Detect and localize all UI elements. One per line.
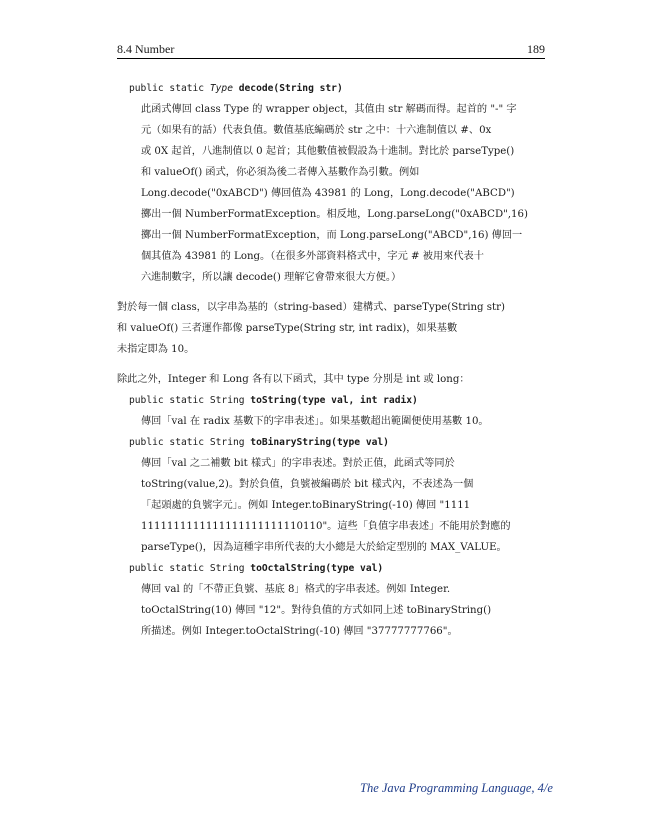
- text-line: 個其值為 43981 的 Long。（在很多外部資料格式中，字元 # 被用來代表十: [141, 251, 484, 262]
- text-line: toString(value,2)。對於負值，負號被編碼於 bit 樣式內，不表述為一個: [141, 479, 474, 490]
- text-line: 1111111111111111111111110110"。這些「負值字串表述」不能用於對應的: [141, 521, 511, 532]
- method-signature-decode: public static Type decode(String str): [129, 83, 343, 94]
- text-line: 傳回 val 的「不帶正負號、基底 8」格式的字串表述。例如 Integer.: [141, 584, 451, 595]
- text-line: 擲出一個 NumberFormatException。相反地，Long.parseLong("0xABCD",16): [141, 209, 528, 220]
- text-line: 所描述。例如 Integer.toOctalString(-10) 傳回 "37777777766"。: [141, 626, 458, 637]
- text-line: 未指定即為 10。: [117, 344, 195, 355]
- method-signature-tobinarystring: public static String toBinaryString(type val): [129, 437, 389, 448]
- method-signature-tostring: public static String toString(type val, int radix): [129, 395, 418, 406]
- paragraph-radix: [117, 297, 547, 360]
- method-description-tostring: [141, 411, 547, 432]
- text-line: 擲出一個 NumberFormatException，而 Long.parseLong("ABCD",16) 傳回一: [141, 230, 523, 241]
- method-signature-tooctalstring: public static String toOctalString(type val): [129, 563, 384, 574]
- page-body: [117, 78, 547, 642]
- text-line: 傳回「val 之二補數 bit 樣式」的字串表述。對於正值，此函式等同於: [141, 458, 455, 469]
- text-line: 或 0X 起首，八進制值以 0 起首；其他數值被假設為十進制。對比於 parseType(): [141, 146, 515, 157]
- text-line: 和 valueOf() 三者運作都像 parseType(String str, int radix)，如果基數: [117, 323, 458, 334]
- running-header: [117, 42, 545, 59]
- paragraph-integer-long: 除此之外，Integer 和 Long 各有以下函式，其中 type 分別是 int 或 long：: [117, 374, 470, 385]
- text-line: 「起頭處的負號字元」。例如 Integer.toBinaryString(-10) 傳回 "1111: [141, 500, 471, 511]
- section-title: 8.4 Number: [117, 42, 175, 56]
- page-number: 189: [527, 42, 545, 56]
- text-line: 傳回「val 在 radix 基數下的字串表述」。如果基數超出範圍便使用基數 10。: [141, 416, 489, 427]
- text-line: 六進制數字，所以讓 decode() 理解它會帶來很大方便。）: [141, 272, 402, 283]
- text-line: 和 valueOf() 函式，你必須為後二者傳入基數作為引數。例如: [141, 167, 420, 178]
- text-line: 此函式傳回 class Type 的 wrapper object，其值由 str 解碼而得。起首的 "-" 字: [141, 104, 517, 115]
- book-title-footer: The Java Programming Language, 4/e: [360, 781, 553, 795]
- text-line: toOctalString(10) 傳回 "12"。對待負值的方式如同上述 toBinaryString(): [141, 605, 492, 616]
- method-description-tobinarystring: [141, 453, 547, 558]
- text-line: Long.decode("0xABCD") 傳回值為 43981 的 Long，Long.decode("ABCD"): [141, 188, 515, 199]
- method-description-tooctalstring: [141, 579, 547, 642]
- text-line: 對於每一個 class，以字串為基的（string-based）建構式、parseType(String str): [117, 302, 505, 313]
- text-line: 元（如果有的話）代表負值。數值基底編碼於 str 之中：十六進制值以 #、0x: [141, 125, 492, 136]
- method-description-decode: [141, 99, 547, 288]
- text-line: parseType()，因為這種字串所代表的大小總是大於給定型別的 MAX_VALUE。: [141, 542, 507, 553]
